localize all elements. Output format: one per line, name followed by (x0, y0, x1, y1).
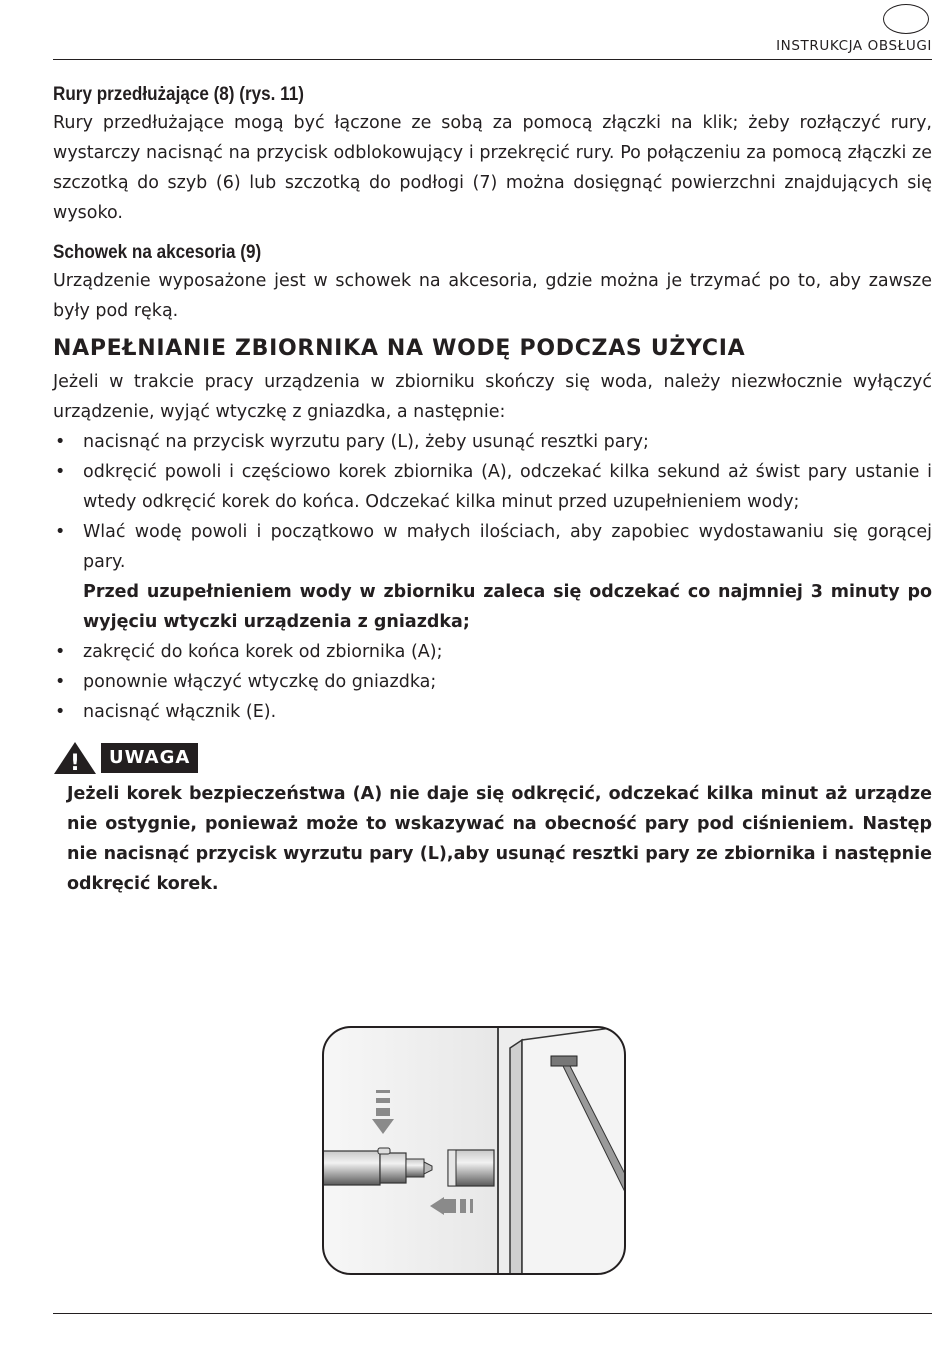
accessory-storage-text: Urządzenie wyposażone jest w schowek na akcesoria, gdzie można je trzymać po to, aby zawsze były pod ręką. (53, 271, 932, 321)
warning-text: Jeżeli korek bezpieczeństwa (A) nie daje się odkręcić, odczekać kilka minut aż urządze nie ostygnie, ponieważ może to wskazywać na obecność pary pod ciśnieniem. Następ nie nacisnąć przycisk wyrzutu pary (L),aby usunąć resztki pary ze zbiornika i następnie odkręcić korek. (67, 784, 932, 894)
svg-text:!: ! (69, 751, 81, 775)
language-badge (883, 4, 929, 34)
warning-label: UWAGA (101, 743, 198, 773)
list-item: • Wlać wodę powoli i początkowo w małych ilościach, aby zapobiec wydostawaniu się gorącej pary. Przed uzupełnieniem wody w zbiorniku zaleca się odczekać co najmniej 3 minuty po wyjęciu wtyczki urządzenia z gniazdka; (55, 522, 932, 632)
footer-divider (53, 1313, 932, 1314)
list-item: • ponownie włączyć wtyczkę do gniazdka; (55, 672, 437, 692)
page-content (53, 84, 932, 899)
list-item: • nacisnąć włącznik (E). (55, 702, 277, 722)
extension-tube-illustration (322, 1026, 626, 1275)
header-divider (53, 59, 932, 60)
accessory-storage-heading: Schowek na akcesoria (9) (53, 242, 262, 263)
warning-header (53, 741, 932, 775)
extension-tubes-text: Rury przedłużające mogą być łączone ze sobą za pomocą złączki na klik; żeby rozłączyć rury, wystarczy nacisnąć na przycisk odblokowujący i przekręcić rury. Po połączeniu za pomocą złączki ze szczotką do szyb (6) lub szczotką do podłogi (7) można dosięgnąć powierzchni znajdujących się wysoko. (53, 113, 932, 223)
warning-triangle-icon (53, 741, 97, 775)
running-header: INSTRUKCJA OBSŁUGI (776, 38, 932, 54)
list-item: • nacisnąć na przycisk wyrzutu pary (L), żeby usunąć resztki pary; (55, 432, 649, 452)
extension-tubes-heading: Rury przedłużające (8) (rys. 11) (53, 84, 304, 105)
wait-note: Przed uzupełnieniem wody w zbiorniku zaleca się odczekać co najmniej 3 minuty po wyjęciu wtyczki urządzenia z gniazdka; (83, 582, 932, 632)
refilling-steps-list (53, 427, 932, 727)
list-item: • zakręcić do końca korek od zbiornika (A); (55, 642, 443, 662)
refilling-intro: Jeżeli w trakcie pracy urządzenia w zbiorniku skończy się woda, należy niezwłocznie wyłączyć urządzenie, wyjąć wtyczkę z gniazdka, a następnie: (53, 372, 932, 422)
refilling-section-title: NAPEŁNIANIE ZBIORNIKA NA WODĘ PODCZAS UŻYCIA (53, 336, 746, 361)
list-item: • odkręcić powoli i częściowo korek zbiornika (A), odczekać kilka sekund aż świst pary ustanie i wtedy odkręcić korek do końca. Odczekać kilka minut przed uzupełnieniem wody; (55, 462, 932, 512)
